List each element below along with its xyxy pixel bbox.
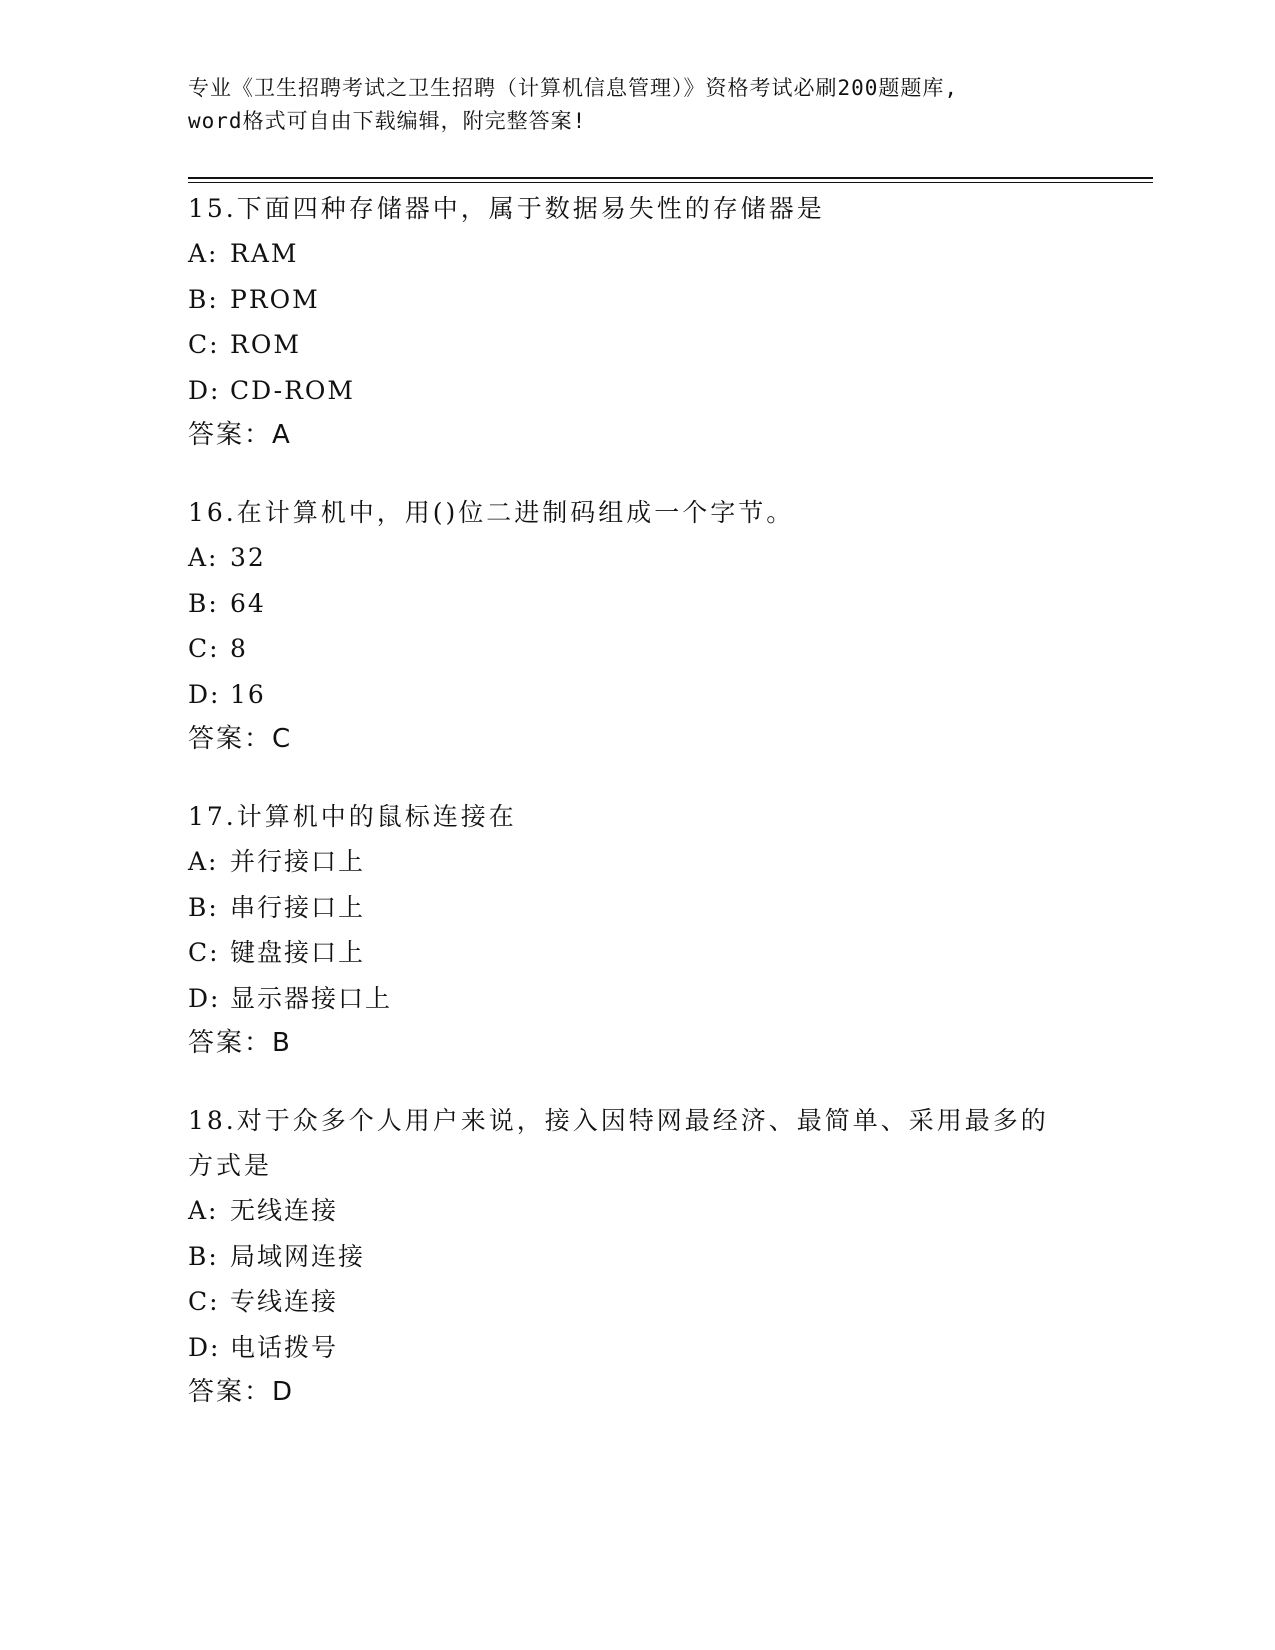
option-b — [188, 277, 1088, 323]
option-letter: B: — [188, 1241, 219, 1271]
option-c — [188, 1279, 1068, 1325]
question-text: 16.在计算机中，用()位二进制码组成一个字节。 — [188, 498, 795, 527]
option-d — [188, 976, 1088, 1022]
answer-label: 答案：A — [188, 420, 292, 450]
header-line-2: word格式可自由下载编辑，附完整答案! — [188, 109, 587, 133]
option-text: RAM — [230, 239, 299, 268]
question-15 — [188, 186, 1088, 458]
option-a — [188, 839, 1088, 885]
header-divider-thin — [188, 182, 1153, 183]
option-letter: D: — [188, 1332, 221, 1362]
option-letter: B: — [188, 588, 219, 618]
option-a — [188, 231, 1088, 277]
option-text: ROM — [230, 330, 301, 359]
answer-label: 答案：B — [188, 1028, 292, 1058]
option-c — [188, 322, 1088, 368]
option-letter: C: — [188, 938, 220, 967]
option-text: 8 — [230, 634, 248, 663]
option-text: 串行接口上 — [230, 892, 366, 922]
option-text: CD-ROM — [230, 375, 356, 405]
option-text: 键盘接口上 — [230, 938, 366, 967]
option-text: 32 — [230, 543, 266, 572]
question-18 — [188, 1098, 1068, 1415]
option-text: 16 — [230, 679, 266, 709]
option-text: 电话拨号 — [230, 1332, 339, 1362]
option-d — [188, 368, 1088, 414]
option-d — [188, 672, 1088, 718]
header-line-1: 专业《卫生招聘考试之卫生招聘（计算机信息管理）》资格考试必刷200题题库, — [188, 76, 959, 100]
option-c — [188, 626, 1088, 672]
option-b — [188, 1234, 1068, 1280]
option-letter: B: — [188, 284, 219, 314]
option-letter: D: — [188, 983, 221, 1013]
option-d — [188, 1325, 1068, 1371]
option-letter: B: — [188, 892, 219, 922]
question-17 — [188, 794, 1088, 1066]
option-text: 无线连接 — [230, 1196, 339, 1225]
question-16 — [188, 490, 1088, 762]
option-letter: C: — [188, 330, 220, 359]
option-a — [188, 535, 1088, 581]
option-letter: A: — [188, 1196, 219, 1225]
option-b — [188, 581, 1088, 627]
option-text: 专线连接 — [230, 1287, 339, 1316]
answer-label: 答案：C — [188, 724, 293, 754]
option-b — [188, 885, 1088, 931]
option-letter: C: — [188, 634, 220, 663]
option-text: 显示器接口上 — [230, 983, 393, 1013]
question-text: 17.计算机中的鼠标连接在 — [188, 802, 517, 831]
question-text: 18.对于众多个人用户来说，接入因特网最经济、最简单、采用最多的方式是 — [188, 1106, 1049, 1180]
option-c — [188, 930, 1088, 976]
header-divider-thick — [188, 177, 1153, 179]
question-text: 15.下面四种存储器中，属于数据易失性的存储器是 — [188, 194, 825, 223]
option-letter: D: — [188, 375, 221, 405]
document-header — [188, 72, 1088, 138]
option-text: 并行接口上 — [230, 847, 366, 876]
option-a — [188, 1188, 1068, 1234]
option-letter: A: — [188, 543, 219, 572]
option-text: PROM — [230, 284, 320, 314]
option-text: 局域网连接 — [230, 1241, 366, 1271]
option-letter: C: — [188, 1287, 220, 1316]
option-letter: A: — [188, 847, 219, 876]
option-letter: D: — [188, 679, 221, 709]
option-text: 64 — [230, 588, 266, 618]
option-letter: A: — [188, 239, 219, 268]
answer-label: 答案：D — [188, 1377, 295, 1407]
